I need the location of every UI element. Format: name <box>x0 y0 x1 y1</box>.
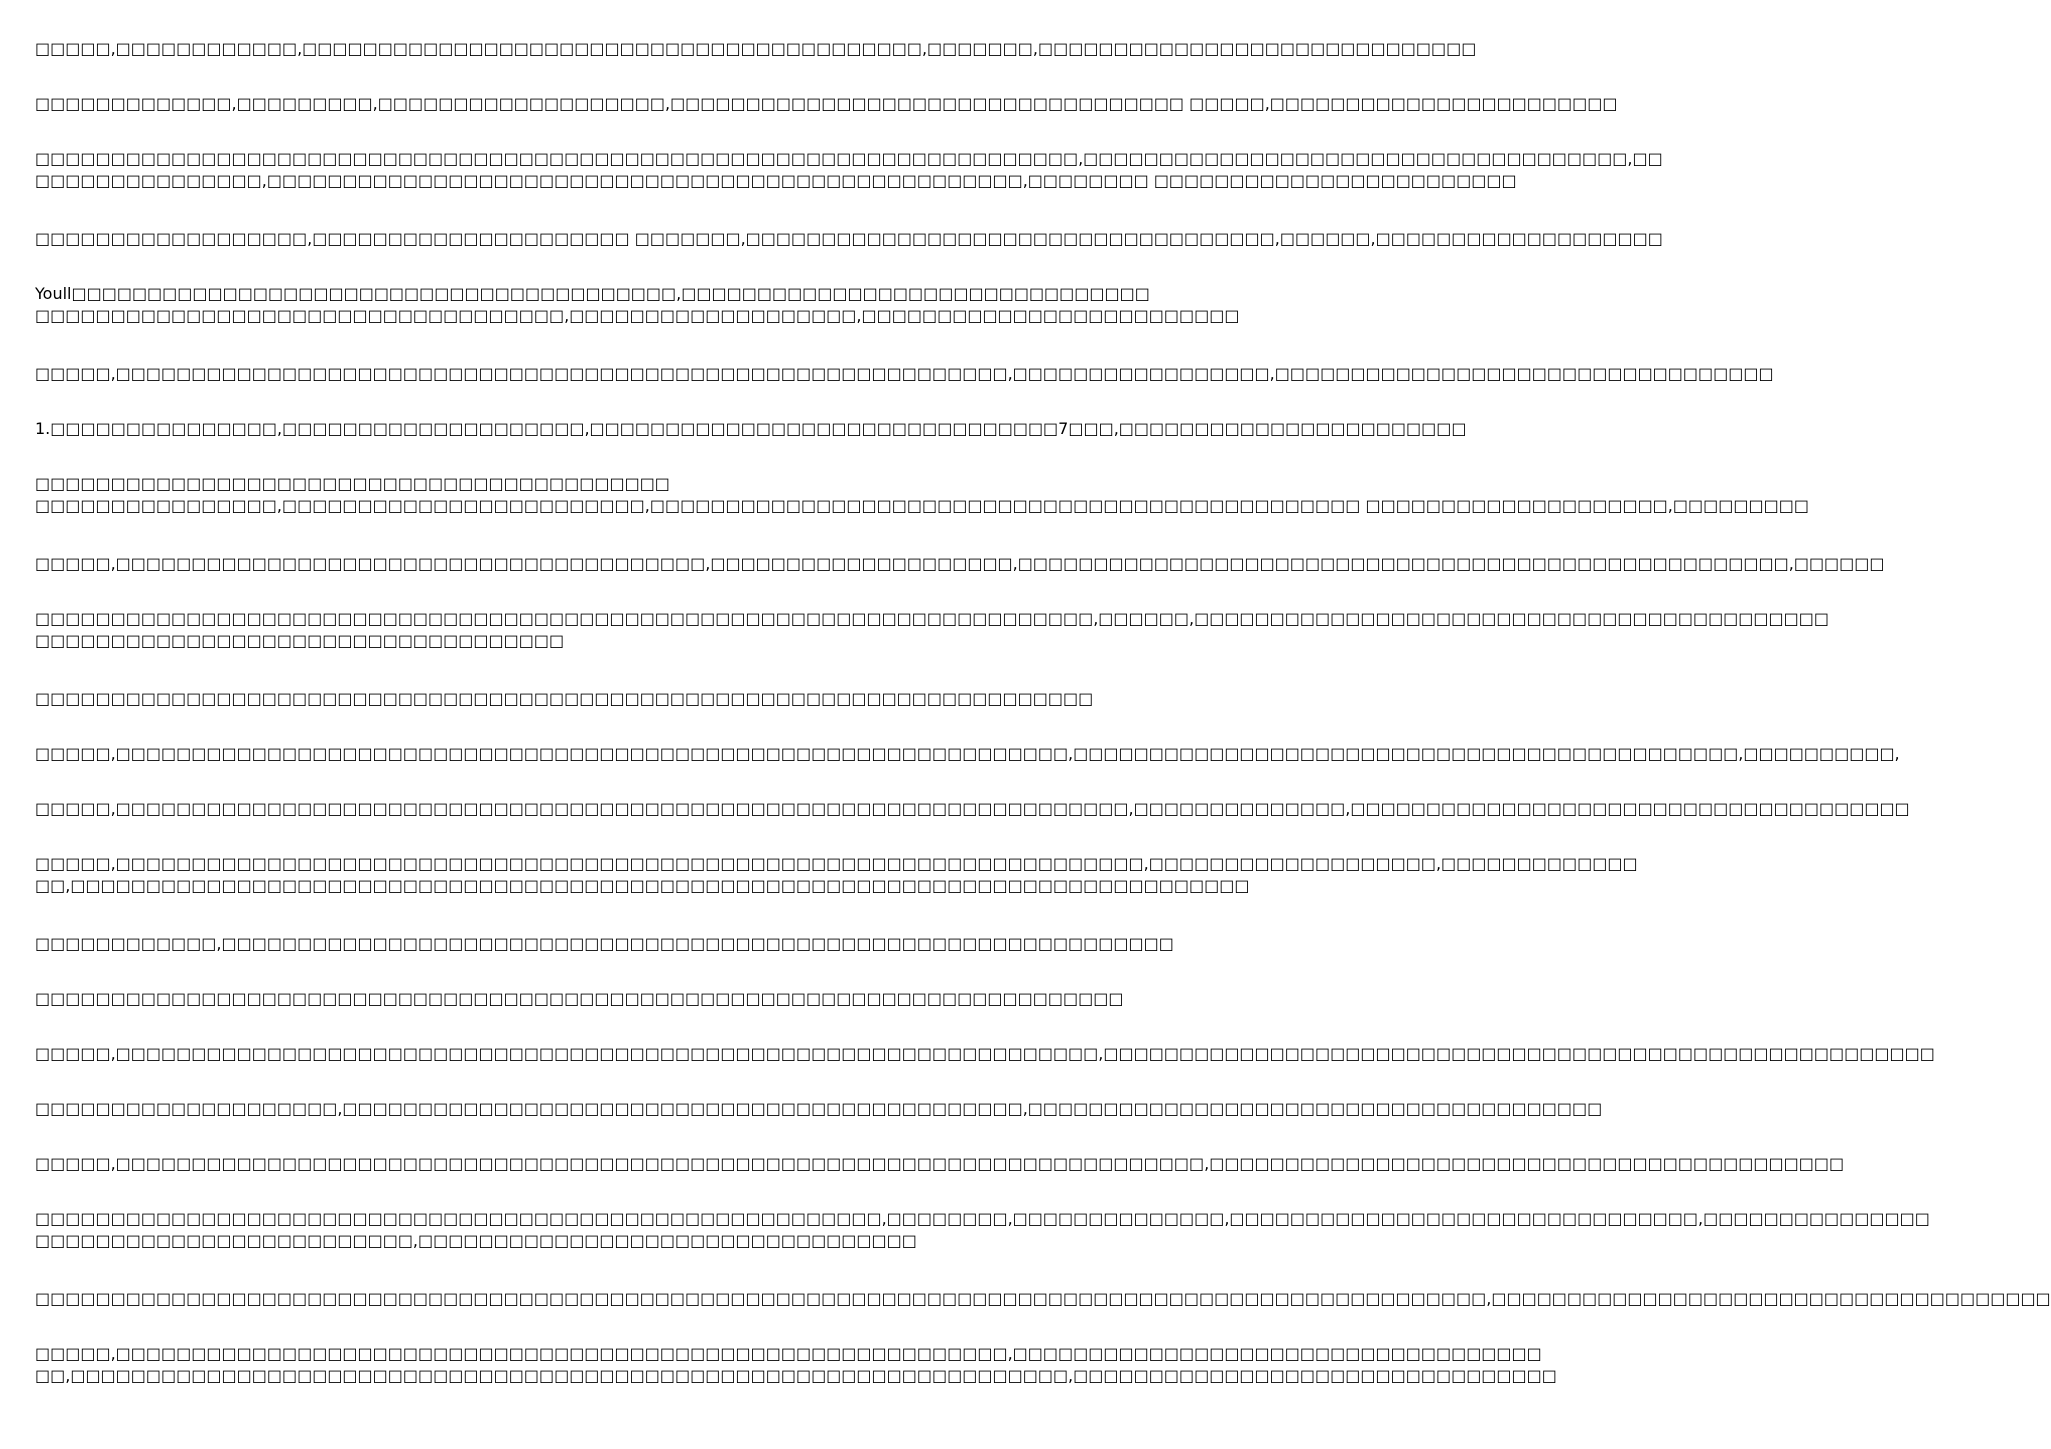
text-line: □□□□□□□□□□□□□□□□□□□□,□□□□□□□□□□□□□□□□□□□□□□□□□□□□□□□□□□□□□□□□□□□□□,□□□□□□□□□□□□□□□□□□□□□□□□□□□□□□□□□□□□□□ <box>35 1099 1603 1118</box>
paragraph <box>35 553 1885 575</box>
text-line: □□□□□□□□□□□□□□□□□□□□□□□□□□□□□□□□□□□□□□□□□□□□□□□□□□□□□□□□□□□□□□□□□□□□□□,□□□□□□,□□□□□□□□□□□□□□□□□□□□□□□□□□□□□□□□□□□□□□□□□□ <box>35 609 1829 628</box>
text-line: □□,□□□□□□□□□□□□□□□□□□□□□□□□□□□□□□□□□□□□□□□□□□□□□□□□□□□□□□□□□□□□□□□□□□,□□□□□□□□□□□□□□□□□□□□□□□□□□□□□□□□ <box>35 1366 1557 1385</box>
paragraph <box>35 743 1900 765</box>
text-line: □□□□□□□□□□□□□□□□□□□□□□□□□□□□□□□□□□□ <box>35 631 565 650</box>
paragraph <box>35 363 1774 385</box>
text-line: □□□□□□□□□□□□□□□□□□□□□□□□□□□□□□□□□□□□□□□□□□□□□□□□□□□□□□□□□□□□□□□□□□□□□□□□ <box>35 989 1124 1008</box>
document-body <box>35 0 2051 1449</box>
paragraph <box>35 933 1174 955</box>
text-line: 1.□□□□□□□□□□□□□□□,□□□□□□□□□□□□□□□□□□□□,□□□□□□□□□□□□□□□□□□□□□□□□□□□□□□□7□□□,□□□□□□□□□□□□□□□□□□□□□□□ <box>35 419 1467 438</box>
text-line: □□□□□□□□□□□□□□□□□□□□□□□□□,□□□□□□□□□□□□□□□□□□□□□□□□□□□□□□□□□ <box>35 1231 917 1250</box>
paragraph <box>35 283 1240 327</box>
text-line: □□□□□,□□□□□□□□□□□□□□□□□□□□□□□□□□□□□□□□□□□□□□□□□□□□□□□□□□□□□□□□□□□□□□□,□□□□□□□□□□□□□□□□□□□□□□□□□□□□□□□□□□□□□□□□□□□□,□□□□□□□□□□, <box>35 744 1900 763</box>
text-line: □□□□□□□□□□□□□□□□□□□□□□□□□□□□□□□□□□□,□□□□□□□□□□□□□□□□□□□,□□□□□□□□□□□□□□□□□□□□□□□□□ <box>35 306 1240 325</box>
text-line: □□□□□□□□□□□□,□□□□□□□□□□□□□□□□□□□□□□□□□□□□□□□□□□□□□□□□□□□□□□□□□□□□□□□□□□□□□□□ <box>35 934 1174 953</box>
text-line: □□□□□□□□□□□□□□□□□□□□□□□□□□□□□□□□□□□□□□□□□□□□□□□□□□□□□□□□□□□□□□□□□□□□□□ <box>35 689 1094 708</box>
paragraph <box>35 1153 1845 1175</box>
paragraph <box>35 798 1910 820</box>
paragraph <box>35 148 1663 192</box>
text-line: □□□□□,□□□□□□□□□□□□□□□□□□□□□□□□□□□□□□□□□□□□□□□,□□□□□□□□□□□□□□□□□□□□,□□□□□□□□□□□□□□□□□□□□□□□□□□□□□□□□□□□□□□□□□□□□□□□□□□□,□□□□□□ <box>35 554 1885 573</box>
text-line: □□□□□□□□□□□□□□□□□□□□□□□□□□□□□□□□□□□□□□□□□□□□□□□□□□□□□□□□,□□□□□□□□,□□□□□□□□□□□□□□,□□□□□□□□□□□□□□□□□□□□□□□□□□□□□□□,□□□□□□□□□□□□□□□ <box>35 1209 1930 1228</box>
text-line: □□□□□,□□□□□□□□□□□□□□□□□□□□□□□□□□□□□□□□□□□□□□□□□□□□□□□□□□□□□□□□□□□□□□□□□□□,□□□□□□□□□□□□□□,□□□□□□□□□□□□□□□□□□□□□□□□□□□□□□□□□□□□□ <box>35 799 1910 818</box>
text-line: □□,□□□□□□□□□□□□□□□□□□□□□□□□□□□□□□□□□□□□□□□□□□□□□□□□□□□□□□□□□□□□□□□□□□□□□□□□□□□□□□ <box>35 876 1250 895</box>
text-line: □□□□□□□□□□□□□□□□,□□□□□□□□□□□□□□□□□□□□□□□□,□□□□□□□□□□□□□□□□□□□□□□□□□□□□□□□□□□□□□□□□□□□□□□□ □□□□□□□□□□□□□□□□□□□□,□□□□□□□□□ <box>35 496 1809 515</box>
text-line: □□□□□,□□□□□□□□□□□□□□□□□□□□□□□□□□□□□□□□□□□□□□□□□□□□□□□□□□□□□□□□□□□,□□□□□□□□□□□□□□□□□,□□□□□□□□□□□□□□□□□□□□□□□□□□□□□□□□□ <box>35 364 1774 383</box>
paragraph <box>35 93 1618 115</box>
text-line: □□□□□,□□□□□□□□□□□□□□□□□□□□□□□□□□□□□□□□□□□□□□□□□□□□□□□□□□□□□□□□□□□□□□□□□,□□□□□□□□□□□□□□□□□□□□□□□□□□□□□□□□□□□□□□□□□□□□□□□□□□□□□□□ <box>35 1044 1935 1063</box>
paragraph <box>35 1043 1935 1065</box>
text-line: □□□□□□□□□□□□□□□□□□□□□□□□□□□□□□□□□□□□□□□□□□□□□□□□□□□□□□□□□□□□□□□□□□□□□,□□□□□□□□□□□□□□□□□□□□□□□□□□□□□□□□□□□□,□□ <box>35 149 1663 168</box>
paragraph <box>35 1288 2051 1310</box>
paragraph <box>35 1343 1557 1387</box>
paragraph <box>35 473 1809 517</box>
paragraph <box>35 988 1124 1010</box>
text-line: □□□□□□□□□□□□□□□,□□□□□□□□□□□□□□□□□□□□□□□□□□□□□□□□□□□□□□□□□□□□□□□□□□,□□□□□□□□ □□□□□□□□□□□□□□□□□□□□□□□□ <box>35 171 1517 190</box>
text-line: □□□□□,□□□□□□□□□□□□,□□□□□□□□□□□□□□□□□□□□□□□□□□□□□□□□□□□□□□□□□,□□□□□□□,□□□□□□□□□□□□□□□□□□□□□□□□□□□□□ <box>35 39 1477 58</box>
text-line: Youll□□□□□□□□□□□□□□□□□□□□□□□□□□□□□□□□□□□□□□□□,□□□□□□□□□□□□□□□□□□□□□□□□□□□□□□□ <box>35 284 1150 303</box>
paragraph <box>35 1098 1603 1120</box>
text-line: □□□□□□□□□□□□□□□□□□,□□□□□□□□□□□□□□□□□□□□□ □□□□□□□,□□□□□□□□□□□□□□□□□□□□□□□□□□□□□□□□□□□,□□□□□□,□□□□□□□□□□□□□□□□□□□ <box>35 229 1663 248</box>
text-line: □□□□□□□□□□□□□□□□□□□□□□□□□□□□□□□□□□□□□□□□□□□□□□□□□□□□□□□□□□□□□□□□□□□□□□□□□□□□□□□□□□□□□□□□□□□□□□□□,□□□□□□□□□□□□□□□□□□□□□□□□□□□□□□□□□□□□□ <box>35 1289 2051 1308</box>
paragraph <box>35 853 1638 897</box>
text-line: □□□□□,□□□□□□□□□□□□□□□□□□□□□□□□□□□□□□□□□□□□□□□□□□□□□□□□□□□□□□□□□□□,□□□□□□□□□□□□□□□□□□□□□□□□□□□□□□□□□□□ <box>35 1344 1542 1363</box>
text-line: □□□□□,□□□□□□□□□□□□□□□□□□□□□□□□□□□□□□□□□□□□□□□□□□□□□□□□□□□□□□□□□□□□□□□□□□□□,□□□□□□□□□□□□□□□□□□□,□□□□□□□□□□□□□ <box>35 854 1638 873</box>
paragraph <box>35 608 1829 652</box>
paragraph <box>35 228 1663 250</box>
text-line: □□□□□□□□□□□□□□□□□□□□□□□□□□□□□□□□□□□□□□□□□□ <box>35 474 670 493</box>
paragraph <box>35 38 1477 60</box>
paragraph <box>35 1208 1930 1252</box>
text-line: □□□□□□□□□□□□□,□□□□□□□□□,□□□□□□□□□□□□□□□□□□□,□□□□□□□□□□□□□□□□□□□□□□□□□□□□□□□□□□ □□□□□,□□□□□□□□□□□□□□□□□□□□□□□ <box>35 94 1618 113</box>
paragraph <box>35 418 1467 440</box>
text-line: □□□□□,□□□□□□□□□□□□□□□□□□□□□□□□□□□□□□□□□□□□□□□□□□□□□□□□□□□□□□□□□□□□□□□□□□□□□□□□,□□□□□□□□□□□□□□□□□□□□□□□□□□□□□□□□□□□□□□□□□□ <box>35 1154 1845 1173</box>
paragraph <box>35 688 1094 710</box>
